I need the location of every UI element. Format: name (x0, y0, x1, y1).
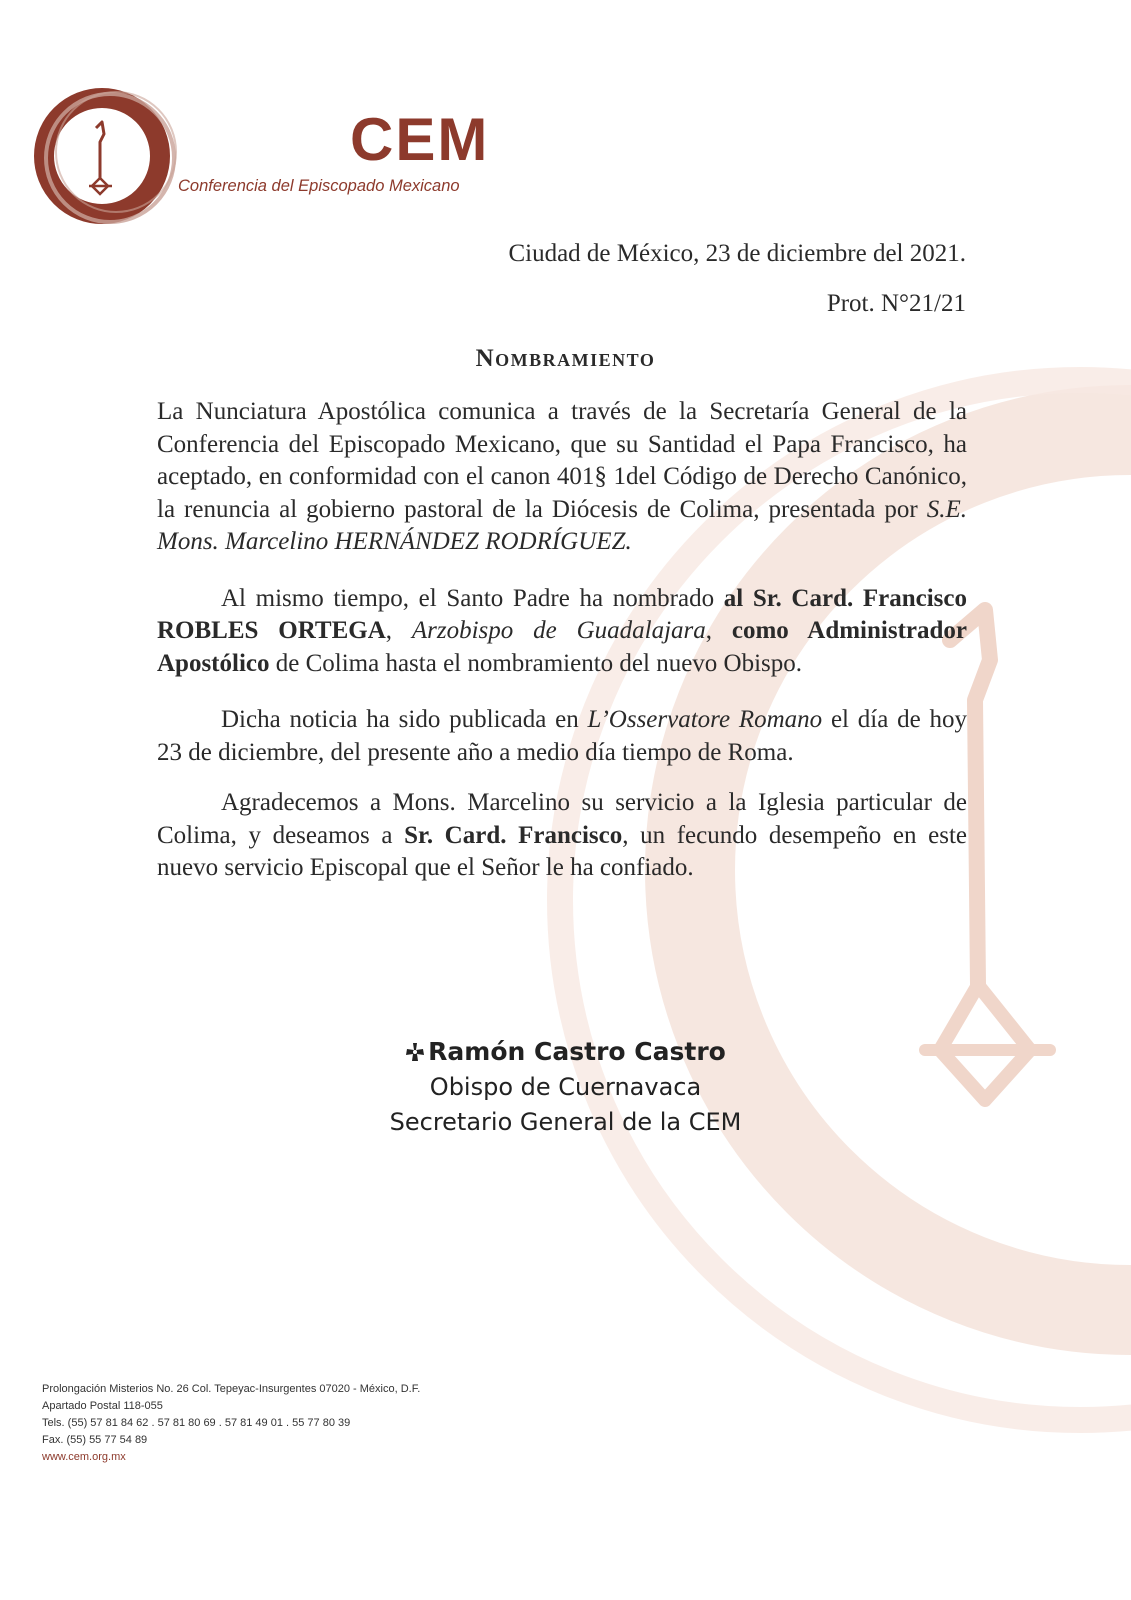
protocol-number: Prot. N°21/21 (826, 290, 966, 317)
paragraph-3-text-1: Dicha noticia ha sido publicada en (221, 706, 588, 733)
document-title: Nombramiento (475, 345, 656, 372)
paragraph-2-text-3: , (705, 617, 732, 644)
paragraph-3-text-2: el día de hoy 23 de diciembre, del presente año a medio día tiempo de Roma. (157, 706, 967, 766)
letter-body (157, 396, 967, 885)
cardinal-short-name: Sr. Card. Francisco (404, 821, 623, 849)
cem-circle-logo-icon (34, 86, 184, 226)
footer-fax: Fax. (55) 55 77 54 89 (42, 1434, 148, 1446)
signatory-role-2: Secretario General de la CEM (389, 1108, 742, 1136)
newspaper-name: L’Osservatore Romano (587, 706, 823, 733)
paragraph-4 (157, 787, 967, 885)
paragraph-2-text-1: Al mismo tiempo, el Santo Padre ha nombrado (221, 584, 724, 612)
letterhead-full-name: Conferencia del Episcopado Mexicano (178, 177, 460, 195)
footer-phones: Tels. (55) 57 81 84 62 . 57 81 80 69 . 57 81 49 01 . 55 77 80 39 (42, 1417, 351, 1429)
paragraph-2-text-4: de Colima hasta el nombramiento del nuevo Obispo. (269, 649, 803, 677)
footer-po-box: Apartado Postal 118-055 (42, 1400, 163, 1412)
signatory-name-line (0, 1034, 1131, 1070)
episcopal-cross-icon (405, 1042, 425, 1062)
paragraph-2 (157, 583, 967, 681)
paragraph-4-text-2: , un fecundo desempeño en este nuevo servicio Episcopal que el Señor le ha confiado. (157, 821, 967, 881)
signatory-role-1: Obispo de Cuernavaca (429, 1073, 702, 1101)
paragraph-3 (157, 704, 967, 769)
letterhead-acronym: CEM (350, 106, 490, 173)
cardinal-name: al Sr. Card. Francisco ROBLES ORTEGA (157, 584, 968, 644)
footer-contact (42, 1381, 420, 1466)
bishop-name: S.E. Mons. Marcelino HERNÁNDEZ RODRÍGUEZ. (157, 495, 967, 555)
archbishop-title: Arzobispo de Guadalajara (411, 617, 706, 644)
date-line: Ciudad de México, 23 de diciembre del 2021. (508, 240, 966, 267)
footer-address: Prolongación Misterios No. 26 Col. Tepeyac-Insurgentes 07020 - México, D.F. (42, 1383, 421, 1395)
paragraph-1 (157, 396, 967, 559)
paragraph-4-text-1: Agradecemos a Mons. Marcelino su servicio a la Iglesia particular de Colima, y deseamos a (157, 789, 967, 849)
footer-website-link[interactable]: www.cem.org.mx (42, 1451, 126, 1463)
paragraph-1-text: La Nunciatura Apostólica comunica a través de la Secretaría General de la Conferencia del Episcopado Mexicano, que su Santidad el Papa Francisco, ha aceptado, en conformidad con el canon 401§ 1del Código de Derecho Canónico, la renuncia al gobierno pastoral de la Diócesis de Colima, presentada por (157, 398, 967, 523)
administrator-role: como Administrador Apostólico (157, 617, 968, 677)
signatory-name: Ramón Castro Castro (428, 1037, 726, 1066)
paragraph-2-text-2: , (385, 617, 412, 644)
signature-block (0, 1034, 1131, 1140)
